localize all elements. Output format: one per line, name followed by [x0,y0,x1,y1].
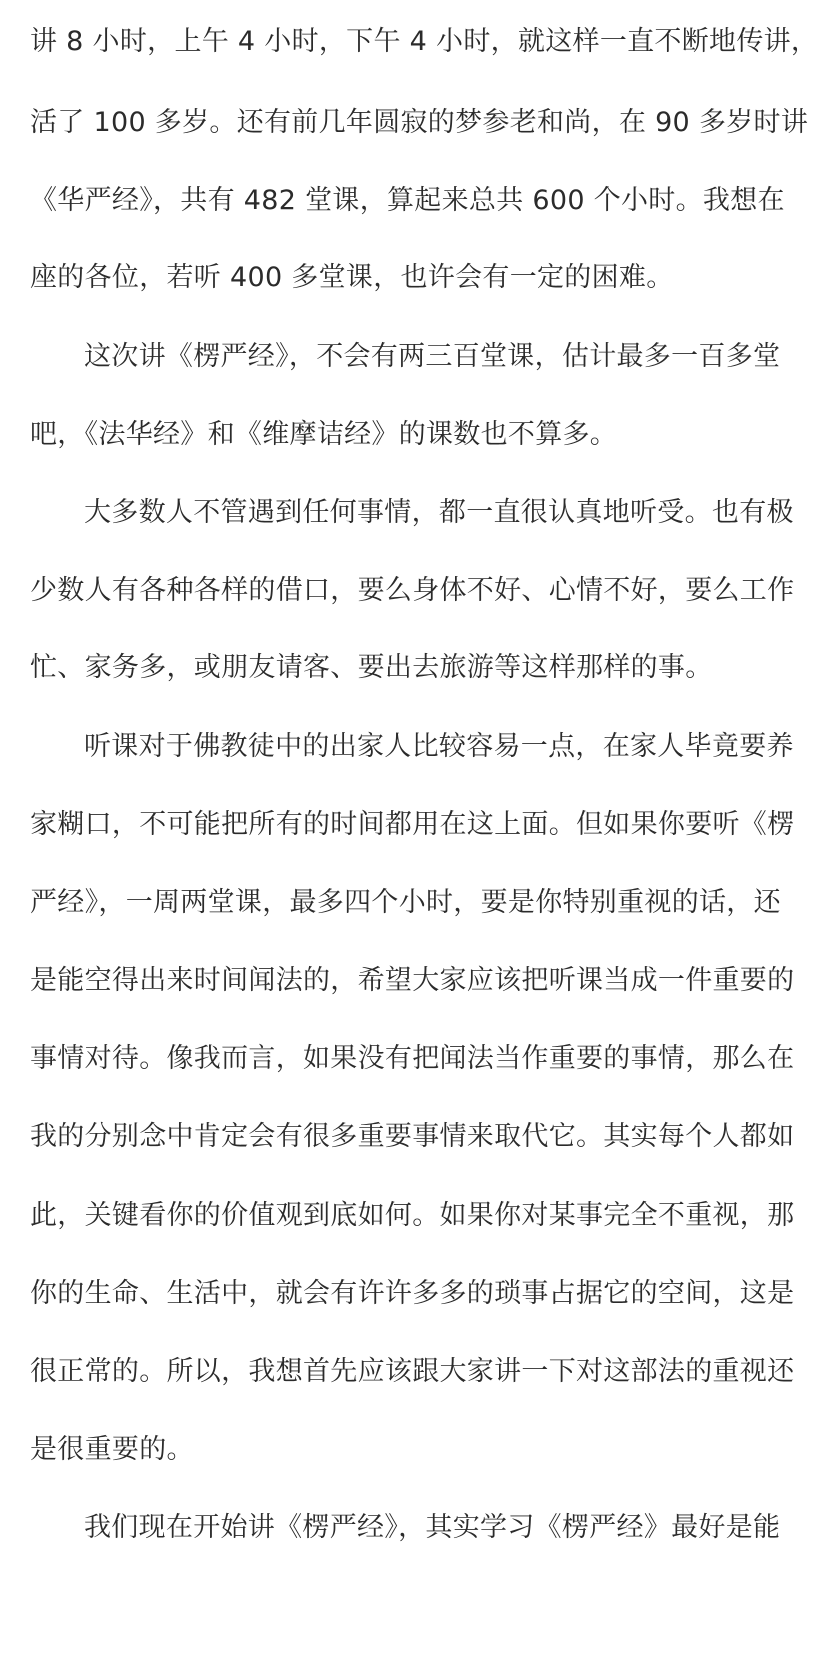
text-line: 吧，《法华经》和《维摩诘经》的课数也不算多。 [30,419,618,450]
text-line: 我的分别念中肯定会有很多重要事情来取代它。其实每个人都如 [30,1121,795,1152]
text-line: 活了 100 多岁。还有前几年圆寂的梦参老和尚，在 90 多岁时讲 [30,107,809,138]
paragraph-first-line: 这次讲《楞严经》，不会有两三百堂课，估计最多一百多堂 [84,341,781,372]
text-line: 你的生命、生活中，就会有许许多多的琐事占据它的空间，这是 [30,1278,795,1309]
text-line: 是很重要的。 [30,1434,194,1465]
text-line: 很正常的。所以，我想首先应该跟大家讲一下对这部法的重视还 [30,1356,795,1387]
text-line: 《华严经》，共有 482 堂课，算起来总共 600 个小时。我想在 [30,185,785,216]
text-line: 此，关键看你的价值观到底如何。如果你对某事完全不重视，那 [30,1200,795,1231]
paragraph-first-line: 大多数人不管遇到任何事情，都一直很认真地听受。也有极 [84,497,794,528]
paragraph-first-line: 我们现在开始讲《楞严经》，其实学习《楞严经》最好是能 [84,1512,781,1543]
text-line: 事情对待。像我而言，如果没有把闻法当作重要的事情，那么在 [30,1043,795,1074]
text-line: 少数人有各种各样的借口，要么身体不好、心情不好，要么工作 [30,575,795,606]
text-line: 讲 8 小时，上午 4 小时，下午 4 小时，就这样一直不断地传讲， [30,26,819,57]
text-line: 座的各位，若听 400 多堂课，也许会有一定的困难。 [30,262,674,293]
text-line: 忙、家务多，或朋友请客、要出去旅游等这样那样的事。 [30,652,713,683]
text-line: 是能空得出来时间闻法的，希望大家应该把听课当成一件重要的 [30,965,795,996]
paragraph-first-line: 听课对于佛教徒中的出家人比较容易一点，在家人毕竟要养 [84,731,794,762]
text-line: 家糊口，不可能把所有的时间都用在这上面。但如果你要听《楞 [30,809,795,840]
text-line: 严经》，一周两堂课，最多四个小时，要是你特别重视的话，还 [30,887,781,918]
